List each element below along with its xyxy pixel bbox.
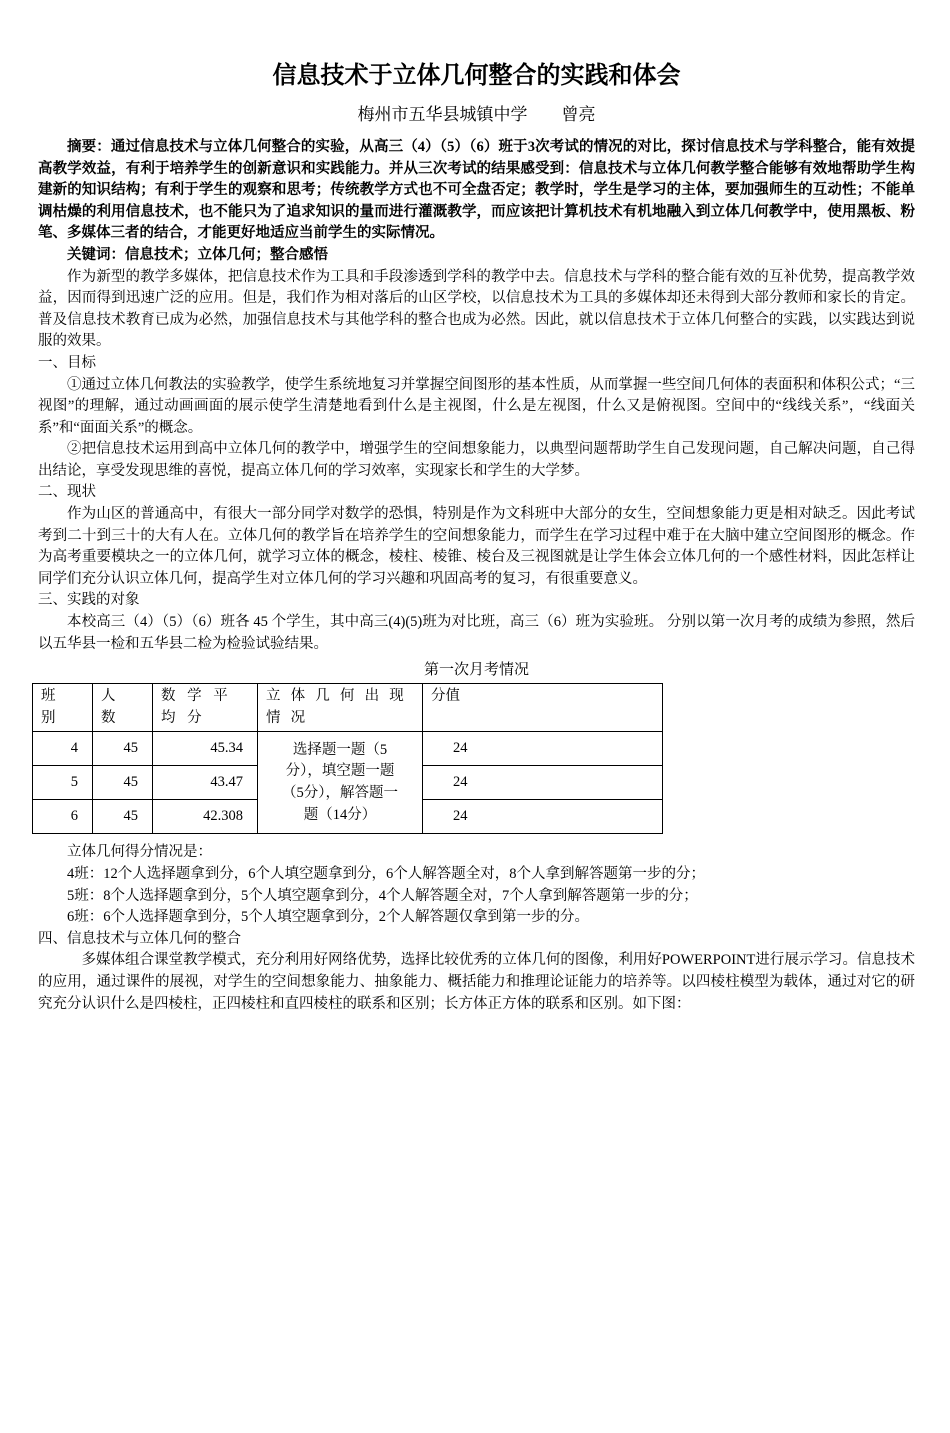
keywords-text: 信息技术；立体几何；整合感悟 [125, 246, 328, 263]
doc-title: 信息技术于立体几何整合的实践和体会 [272, 61, 681, 89]
intro-paragraph: 作为新型的教学多媒体，把信息技术作为工具和手段渗透到学科的教学中去。信息技术与学科的整合能有效的互补优势，提高教学效益，因而得到迅速广泛的应用。但是，我们作为相对落后的山区学校，以信息技术为工具的多媒体却还未得到大部分教师和家长的肯定。普及信息技术教育已成为必然，加强信息技术与其他学科的整合也成为必然。因此，就以信息技术于立体几何整合的实践，以实践达到说服的效果。 [38, 268, 915, 350]
score-line-class-4: 4班：12个人选择题拿到分，6个人填空题拿到分，6个人解答题全对，8个人拿到解答题第一步的分； [67, 866, 705, 883]
cell-class-no: 4 [33, 732, 93, 766]
section-1-heading: 一、目标 [38, 354, 96, 371]
cell-score-value: 24 [423, 766, 663, 800]
cell-math-avg: 42.308 [153, 800, 258, 834]
table-row-class-4 [33, 732, 663, 766]
cell-score-value: 24 [423, 800, 663, 834]
section-2-paragraph-1: 作为山区的普通高中，有很大一部分同学对数学的恐惧，特别是作为文科班中大部分的女生，空间想象能力更是相对缺乏。因此考试考到二十到三十的大有人在。立体几何的教学旨在培养学生的空间想象能力，而学生在学习过程中难于在大脑中建立空间图形的概念。作为高考重要模块之一的立体几何，就学习立体的概念，棱柱、棱锥、棱台及三视图就是让学生体会立体几何的一个感性材料，因此怎样让同学们充分认识立体几何，提高学生对立体几何的学习兴趣和巩固高考的复习，有很重要意义。 [38, 506, 915, 587]
cell-math-avg: 43.47 [153, 766, 258, 800]
section-3-paragraph-1: 本校高三（4）（5）（6）班各 45 个学生，其中高三(4)(5)班为对比班，高三（6）班为实验班。 分别以第一次月考的成绩为参照，然后以五华县一检和五华县二检为检验试验结果。 [38, 614, 915, 652]
score-line-class-6: 6班：6个人选择题拿到分，5个人填空题拿到分，2个人解答题仅拿到第一步的分。 [67, 909, 589, 926]
first-exam-table [32, 683, 663, 834]
col-header-geometry: 立体几何出现情况 [258, 684, 423, 732]
keywords-paragraph [38, 245, 915, 267]
section-3-heading: 三、实践的对象 [38, 592, 140, 609]
section-1-paragraph-2: ②把信息技术运用到高中立体几何的教学中，增强学生的空间想象能力，以典型问题帮助学生自己发现问题，自己解决问题，自己得出结论，享受发现思维的喜悦，提高立体几何的学习效率，实现家长和学生的大学梦。 [38, 441, 915, 479]
score-line-class-5: 5班：8个人选择题拿到分，5个人填空题拿到分，4个人解答题全对，7个人拿到解答题第一步的分； [67, 887, 698, 904]
cell-students: 45 [93, 732, 153, 766]
section-2-heading: 二、现状 [38, 484, 96, 501]
scores-intro: 立体几何得分情况是： [67, 844, 212, 861]
table-header-row [33, 684, 663, 732]
col-header-class: 班别 [33, 684, 93, 732]
cell-class-no: 5 [33, 766, 93, 800]
abstract-text: 通过信息技术与立体几何整合的实验，从高三（4）（5）（6）班于3次考试的情况的对比，探讨信息技术与学科整合，能有效提高教学效益，有利于培养学生的创新意识和实践能力。并从三次考试的结果感受到：信息技术与立体几何教学整合能够有效地帮助学生构建新的知识结构；有利于学生的观察和思考；传统教学方式也不可全盘否定；教学时，学生是学习的主体，要加强师生的互动性；不能单调枯燥的利用信息技术，也不能只为了追求知识的量而进行灌溉教学，而应该把计算机技术有机地融入到立体几何教学中，使用黑板、粉笔、多媒体三者的结合，才能更好地适应当前学生的实际情况。 [38, 138, 916, 242]
abstract-label: 摘要： [67, 138, 111, 155]
section-4-paragraph-1: 多媒体组合课堂教学模式，充分利用好网络优势，选择比较优秀的立体几何的图像，利用好POWERPOINT进行展示学习。信息技术的应用，通过课件的展视，对学生的空间想象能力、抽象能力、概括能力和推理论证能力的培养等。以四棱柱模型为载体，通过对它的研究充分认识什么是四棱柱，正四棱柱和直四棱柱的联系和区别；长方体正方体的联系和区别。如下图： [38, 952, 915, 1012]
cell-class-no: 6 [33, 800, 93, 834]
section-4-heading: 四、信息技术与立体几何的整合 [38, 930, 241, 947]
section-1-paragraph-1: ①通过立体几何教法的实验教学，使学生系统地复习并掌握空间图形的基本性质，从而掌握一些空间几何体的表面积和体积公式；“三视图”的理解，通过动画画面的展示使学生清楚地看到什么是主视图，什么是左视图，什么又是俯视图。空间中的“线线关系”，“线面关系”和“面面关系”的概念。 [38, 376, 915, 436]
doc-author: 梅州市五华县城镇中学 曾亮 [357, 105, 596, 125]
keywords-label: 关键词： [67, 246, 125, 263]
col-header-math-avg: 数学平均分 [153, 684, 258, 732]
col-header-students: 人数 [93, 684, 153, 732]
col-header-score: 分值 [423, 684, 663, 732]
cell-students: 45 [93, 800, 153, 834]
cell-score-value: 24 [423, 732, 663, 766]
table-caption: 第一次月考情况 [423, 662, 529, 679]
abstract-paragraph [38, 137, 915, 245]
cell-geometry-presence: 选择题一题（5分），填空题一题（5分），解答题一题（14分） [258, 732, 423, 834]
cell-math-avg: 45.34 [153, 732, 258, 766]
cell-students: 45 [93, 766, 153, 800]
